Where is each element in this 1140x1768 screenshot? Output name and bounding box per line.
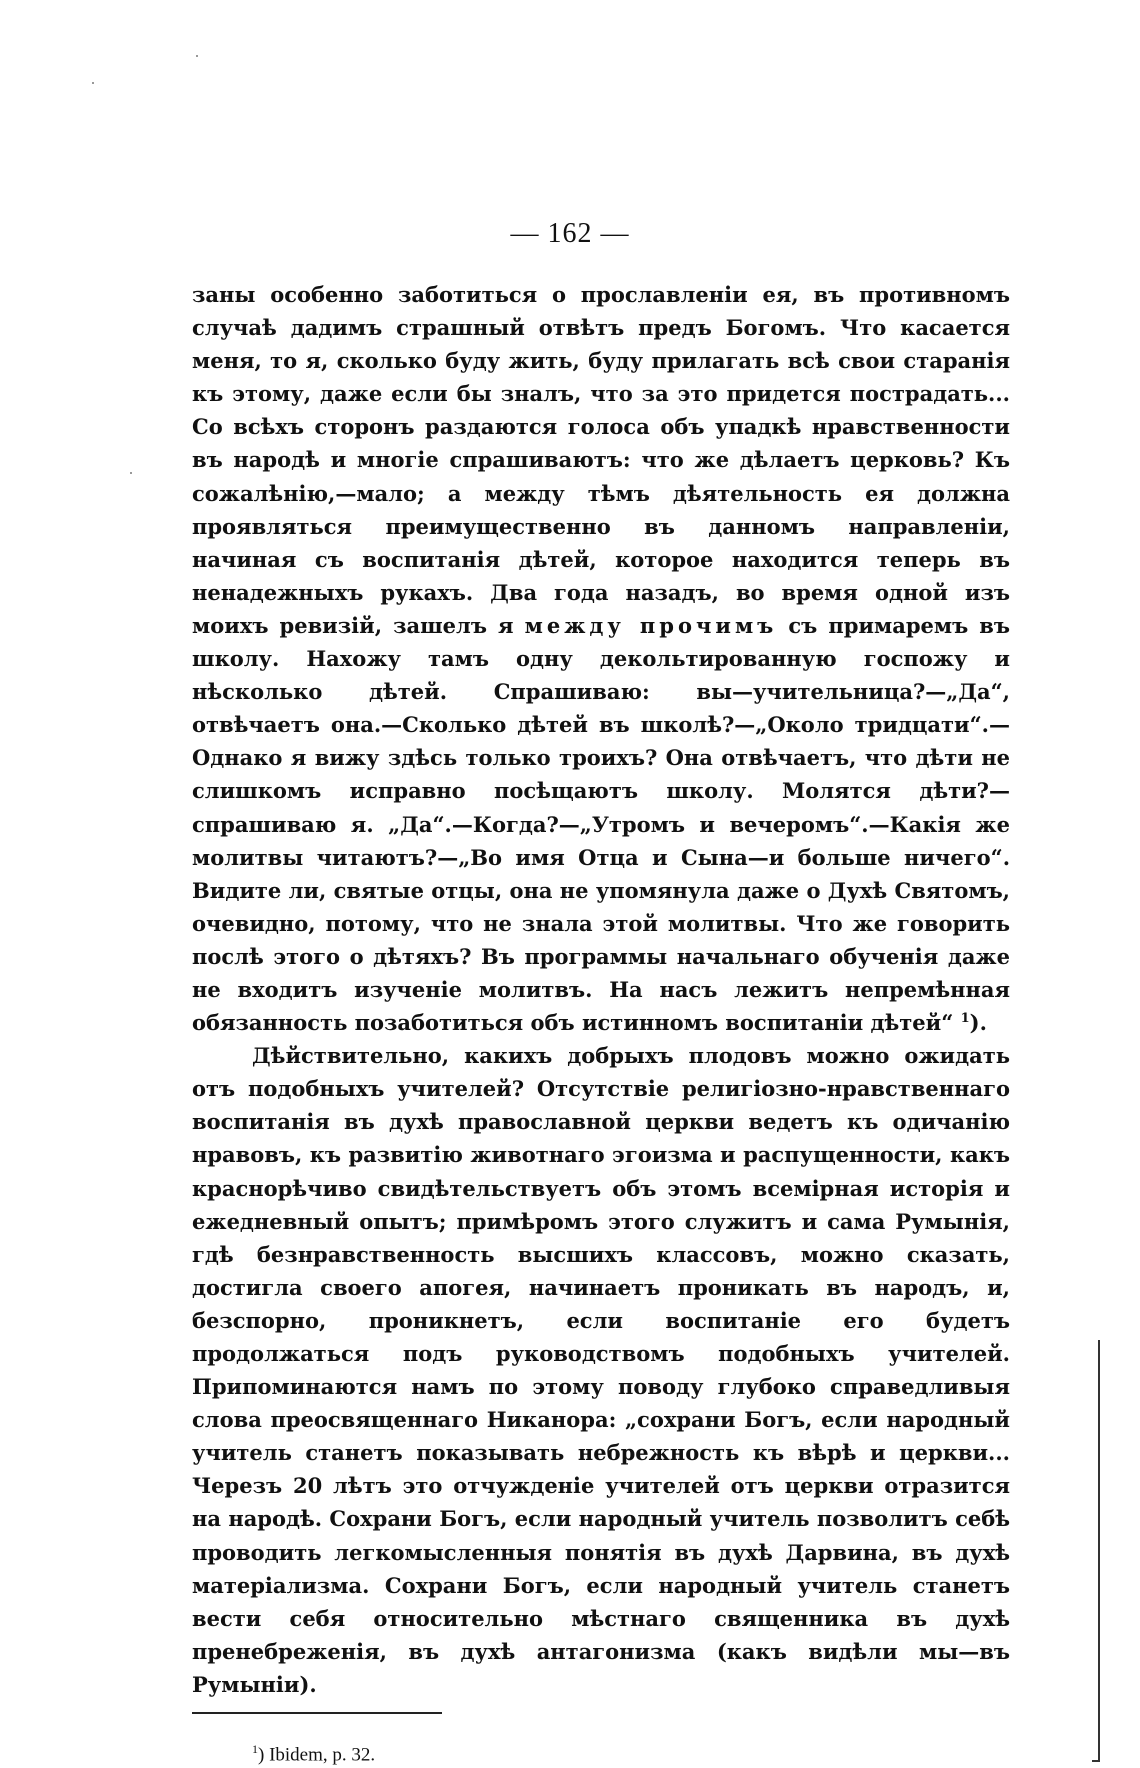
main-text xyxy=(192,278,1010,1701)
footnote xyxy=(252,1742,375,1766)
footnote-reference[interactable]: 1 xyxy=(960,1011,970,1027)
paragraph: Дѣйствительно, какихъ добрыхъ плодовъ можно ожидать отъ подобныхъ учителей? Отсутствіе религіозно-нравственнаго воспитанія въ духѣ православной церкви ведетъ къ одичанію нравовъ, къ развитію животнаго эгоизма и распущенности, какъ краснорѣчиво свидѣтельствуетъ объ этомъ всемірная исторія и ежедневный опытъ; примѣромъ этого служитъ и сама Румынія, гдѣ безнравственность высшихъ классовъ, можно сказать, достигла своего апогея, начинаетъ проникать въ народъ, и, безспорно, проникнетъ, если воспитаніе его будетъ продолжаться подъ руководствомъ подобныхъ учителей. Припоминаются намъ по этому поводу глубоко справедливыя слова преосвященнаго Никанора: „сохрани Богъ, если народный учитель станетъ показывать небрежность къ вѣрѣ и церкви... Черезъ 20 лѣтъ это отчужденіе учителей отъ церкви отразится на народѣ. Сохрани Богъ, если народный учитель позволитъ себѣ проводить легкомысленныя понятія въ духѣ Дарвина, въ духѣ матеріализма. Сохрани Богъ, если народный учитель станетъ вести себя относительно мѣстнаго священника въ духѣ пренебреженія, въ духѣ антагонизма (какъ видѣли мы—въ Румыніи). xyxy=(192,1043,1010,1697)
paragraph-text: заны особенно заботиться о прославленіи ея, въ противномъ случаѣ дадимъ страшный отвѣтъ предъ Богомъ. Что касается меня, то я, сколько буду жить, буду прилагать всѣ свои старанія къ этому, даже если бы зналъ, что за это придется пострадать... Со всѣхъ сторонъ раздаются голоса объ упадкѣ нравственности въ народѣ и многіе спрашиваютъ: что же дѣлаетъ церковь? Къ сожалѣнію,—мало; а между тѣмъ дѣятельность ея должна проявляться преимущественно въ данномъ направленіи, начиная съ воспитанія дѣтей, которое находится теперь въ ненадежныхъ рукахъ. Два года назадъ, во время одной изъ моихъ ревизій, зашелъ я xyxy=(192,282,1010,638)
scan-speck xyxy=(92,82,94,84)
scan-speck xyxy=(196,55,198,57)
paragraph-text: съ примаремъ въ школу. Нахожу тамъ одну декольтированную госпожу и нѣсколько дѣтей. Спрашиваю: вы—учительница?—„Да“, отвѣчаетъ она.—Сколько дѣтей въ школѣ?—„Около тридцати“.—Однако я вижу здѣсь только троихъ? Она отвѣчаетъ, что дѣти не слишкомъ исправно посѣщаютъ школу. Молятся дѣти?—спрашиваю я. „Да“.—Когда?—„Утромъ и вечеромъ“.—Какія же молитвы читаютъ?—„Во имя Отца и Сына—и больше ничего“. Видите ли, святые отцы, она не упомянула даже о Духѣ Святомъ, очевидно, потому, что не знала этой молитвы. Что же говорить послѣ этого о дѣтяхъ? Въ программы начальнаго обученія даже не входитъ изученіе молитвъ. На насъ лежитъ непремѣнная обязанность позаботиться объ истинномъ воспитаніи дѣтей“ xyxy=(192,612,1010,1036)
footnote-divider xyxy=(192,1712,442,1714)
paragraph xyxy=(192,278,1010,1039)
footnote-marker: 1 xyxy=(252,1742,258,1756)
footnote-text: ) Ibidem, p. 32. xyxy=(258,1744,376,1766)
paragraph-text: ). xyxy=(969,1010,987,1036)
scan-edge-mark xyxy=(1092,1340,1100,1762)
scan-speck xyxy=(130,472,132,474)
spaced-emphasis: между прочимъ xyxy=(524,612,778,638)
page-number: — 162 — xyxy=(510,218,630,249)
